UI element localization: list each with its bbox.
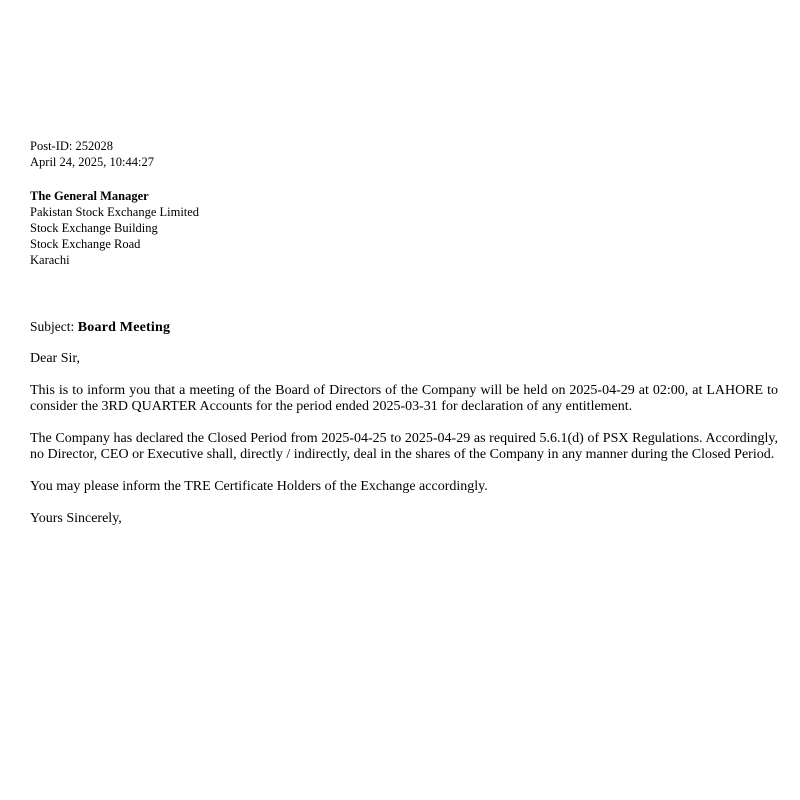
- closed-period-paragraph: The Company has declared the Closed Period from 2025-04-25 to 2025-04-29 as required 5.6.1(d) of PSX Regulations. Accordingly, no Director, CEO or Executive shall, directly / indirectly, deal in the shares of the Company in any manner during the Closed Period.: [30, 431, 778, 462]
- salutation: Dear Sir,: [30, 351, 80, 366]
- letter-page: [30, 138, 778, 527]
- closing: Yours Sincerely,: [30, 511, 122, 526]
- subject-label: Subject:: [30, 319, 75, 334]
- addressee-line-3: Stock Exchange Road: [30, 237, 141, 251]
- inform-paragraph: You may please inform the TRE Certificate Holders of the Exchange accordingly.: [30, 479, 488, 494]
- addressee-block: [30, 188, 778, 268]
- addressee-line-2: Stock Exchange Building: [30, 221, 158, 235]
- post-id: Post-ID: 252028: [30, 139, 113, 153]
- addressee-line-4: Karachi: [30, 253, 70, 267]
- post-header: [30, 138, 778, 170]
- post-datetime: April 24, 2025, 10:44:27: [30, 155, 154, 169]
- addressee-name: The General Manager: [30, 189, 149, 203]
- addressee-line-1: Pakistan Stock Exchange Limited: [30, 205, 200, 219]
- meeting-paragraph: This is to inform you that a meeting of the Board of Directors of the Company will be held on 2025-04-29 at 02:00, at LAHORE to consider the 3RD QUARTER Accounts for the period ended 2025-03-31 for declaration of any entitlement.: [30, 383, 778, 414]
- subject-line: [30, 318, 778, 337]
- subject-value: Board Meeting: [77, 320, 171, 335]
